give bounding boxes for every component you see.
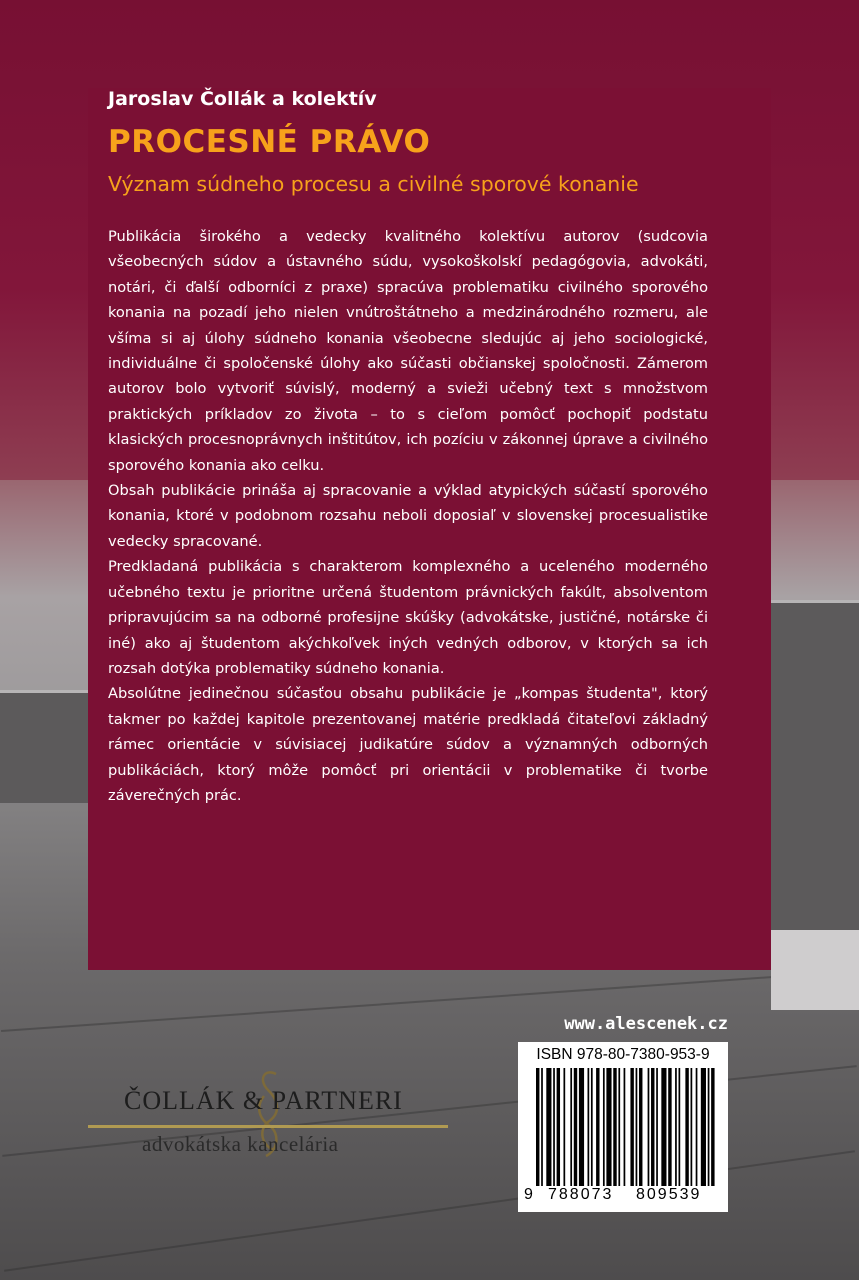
barcode-bar (630, 1068, 633, 1186)
barcode-bar (603, 1068, 605, 1186)
barcode-bar (656, 1068, 658, 1186)
blurb-paragraph: Absolútne jedinečnou súčasťou obsahu publikácie je „kompas študenta", ktorý takmer po každej kapitole prezentovanej matérie predkladá čitateľovi základný rámec orientácie v súvisiacej judikatúre súdov a významných odborných publikáciách, ktorý môže pomôcť pri orientácii v problematike či tvorbe záverečných prác. (108, 685, 708, 804)
barcode-bar (651, 1068, 654, 1186)
barcode-bar (553, 1068, 555, 1186)
barcode-box (518, 1042, 728, 1212)
barcode-bar (685, 1068, 688, 1186)
barcode-bars (536, 1068, 718, 1186)
courtroom-rail (771, 930, 859, 1010)
barcode-bar (636, 1068, 638, 1186)
barcode-bar (541, 1068, 543, 1186)
barcode-digits-left: 788073 (548, 1186, 614, 1203)
book-title: PROCESNÉ PRÁVO (108, 124, 431, 160)
blurb-paragraph: Publikácia širokého a vedecky kvalitného kolektívu autorov (sudcovia všeobecných súdov a ústavného súdu, vysokoškolskí pedagógovia, advokáti, notári, či ďalší odborníci z praxe) spracúva problematiku civilného sporového konania na pozadí jeho nielen vnútroštátneho a medzinárodného rozmeru, ale všíma si aj úlohy súdneho konania všeobecne sledujúc aj jeho sociologické, individuálne či spoločenské úlohy ako súčasti občianskej spoločnosti. Zámerom autorov bolo vytvoriť súvislý, moderný a svieži učebný text s množstvom praktických príkladov zo života – to s cieľom pomôcť pochopiť podstatu klasických procesnoprávnych inštitútov, ich pozíciu v zákonnej úprave a civilného sporového konania ako celku. (108, 228, 708, 474)
barcode-digits-right: 809539 (636, 1186, 702, 1203)
barcode-bar (661, 1068, 666, 1186)
blurb-text (108, 224, 708, 808)
barcode-bar (701, 1068, 706, 1186)
logo-firm-type: advokátska kancelária (142, 1132, 339, 1156)
barcode-bar (679, 1068, 681, 1186)
barcode-bar (546, 1068, 551, 1186)
barcode-bar (596, 1068, 599, 1186)
barcode-bar (675, 1068, 677, 1186)
barcode-bar (624, 1068, 626, 1186)
barcode-bar (579, 1068, 584, 1186)
barcode-bar (591, 1068, 593, 1186)
isbn-label: ISBN 978-80-7380-953-9 (536, 1046, 710, 1063)
logo-divider (88, 1125, 448, 1128)
barcode-bar (668, 1068, 671, 1186)
barcode-digit-first: 9 (524, 1186, 533, 1203)
barcode-bar (711, 1068, 714, 1186)
barcode-bar (557, 1068, 560, 1186)
barcode-bar (691, 1068, 693, 1186)
logo-firm-name: ČOLLÁK & PARTNERI (124, 1086, 403, 1115)
barcode-bar (639, 1068, 642, 1186)
courtroom-bench-right (771, 600, 859, 933)
publisher-website: www.alescenek.cz (564, 1014, 728, 1034)
barcode-bar (574, 1068, 577, 1186)
barcode-bar (648, 1068, 650, 1186)
barcode-bar (563, 1068, 565, 1186)
barcode-bar (696, 1068, 698, 1186)
barcode-bar (618, 1068, 620, 1186)
barcode-bar (588, 1068, 590, 1186)
blurb-paragraph: Obsah publikácie prináša aj spracovanie a výklad atypických súčastí sporového konania, ktoré v podobnom rozsahu neboli doposiaľ v slovenskej procesualistike vedecky spracované. (108, 482, 708, 550)
barcode-bar (536, 1068, 539, 1186)
barcode-bar (606, 1068, 611, 1186)
barcode-bar (613, 1068, 616, 1186)
law-firm-logo (88, 1070, 448, 1180)
blurb-paragraph: Predkladaná publikácia s charakterom komplexného a uceleného moderného učebného textu je prioritne určená študentom právnických fakúlt, absolventom pripravujúcim sa na odborné profesijne skúšky (advokátske, justičné, notárske či iné) ako aj študentom akýchkoľvek iných vedných odborov, v ktorých sa ich rozsah dotýka problematiky súdneho konania. (108, 558, 708, 677)
book-subtitle: Význam súdneho procesu a civilné sporové konanie (108, 172, 639, 196)
barcode-bar (708, 1068, 710, 1186)
author-line: Jaroslav Čollák a kolektív (108, 88, 377, 110)
barcode-bar (570, 1068, 572, 1186)
